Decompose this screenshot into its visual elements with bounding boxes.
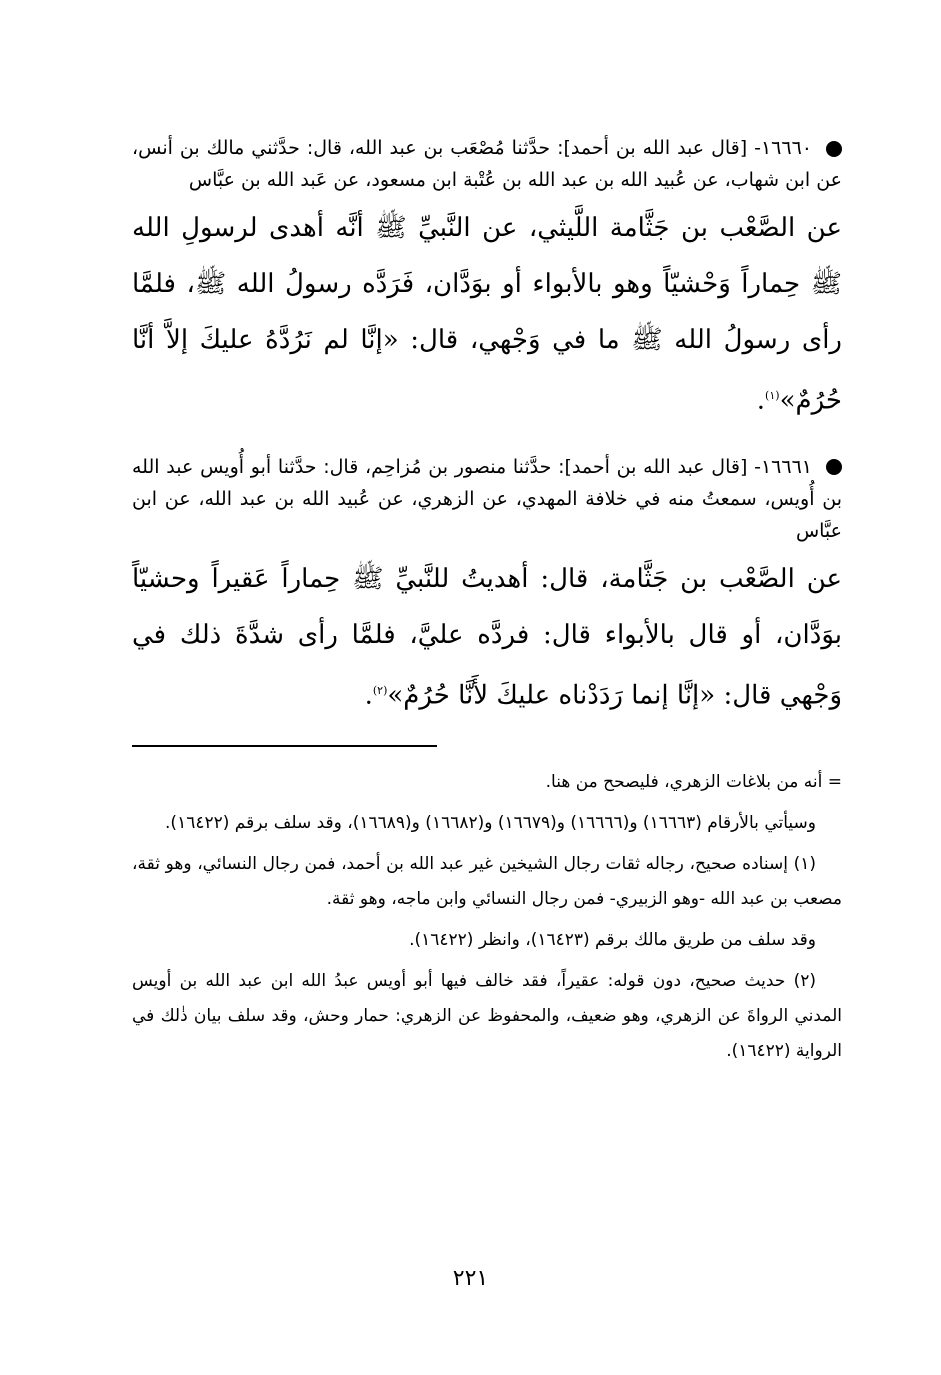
isnad-text: ١٦٦٦٠- [قال عبد الله بن أحمد]: حدَّثنا مُصْعَب بن عبد الله، قال: حدَّثني مالك بن أنس، عن ابن شهاب، عن عُبيد الله بن عبد الله بن عُتْبة ابن مسعود، عن عَبد الله بن عبَّاس (132, 137, 842, 191)
footnotes (132, 765, 842, 1069)
footnote-paragraph: وسيأتي بالأرقام (١٦٦٦٣) و(١٦٦٦٦) و(١٦٦٧٩) و(١٦٦٨٢) و(١٦٦٨٩)، وقد سلف برقم (١٦٤٢٢). (165, 813, 816, 834)
matn-text: عن الصَّعْب بن جَثَّامة اللَّيثي، عن النَّبيِّ ﷺ أنَّه أهدى لرسولِ الله ﷺ حِماراً وَحْشيّاً وهو بالأبواء أو بوَدَّان، فَرَدَّه رسولُ الله ﷺ، فلمَّا رأى رسولُ الله ﷺ ما في وَجْهي، قال: «إنَّا لم نَرُدَّهُ عليكَ إلاَّ أنَّا حُرُمٌ» (132, 213, 842, 416)
bullet-icon (826, 459, 842, 475)
hadith-entry-16660 (132, 132, 842, 429)
matn-text: عن الصَّعْب بن جَثَّامة، قال: أهديتُ للنَّبيِّ ﷺ حِماراً عَقيراً وحشيّاً بوَدَّان، أو قال بالأبواء قال: فردَّه عليَّ، فلمَّا رأى شدَّةَ ذلك في وَجْهي قال: «إنَّا إنما رَدَدْناه عليكَ لأَنَّا حُرُمٌ» (132, 563, 842, 711)
bullet-icon (826, 141, 842, 157)
matn-end: . (756, 385, 766, 416)
matn-end: . (364, 680, 373, 711)
footnote-marker: (١) (765, 389, 780, 402)
footnote-paragraph: وقد سلف من طريق مالك برقم (١٦٤٢٣)، وانظر (١٦٤٢٢). (409, 930, 816, 951)
footnote-2: (٢) حديث صحيح، دون قوله: عقيراً، فقد خالف فيها أبو أويس عبدُ الله ابن عبد الله بن أويس المدني الرواةَ عن الزهري، وهو ضعيف، والمحفوظ عن الزهري: حمار وحش، وقد سلف بيان ذٰلك في الرواية (١٦٤٢٢). (132, 971, 842, 1062)
matn-paragraph (132, 551, 842, 724)
page-number: ٢٢١ (452, 1266, 489, 1291)
isnad-paragraph (132, 132, 842, 196)
isnad-paragraph (132, 451, 842, 547)
isnad-text: ١٦٦٦١- [قال عبد الله بن أحمد]: حدَّثنا منصور بن مُزاحِم، قال: حدَّثنا أبو أُويس عبد الله بن أُويس، سمعتُ منه في خلافة المهدي، عن الزهري، عن عُبيد الله بن عبد الله، عن ابن عبَّاس (132, 455, 842, 542)
page-body (132, 132, 842, 1075)
footnote-separator (132, 745, 437, 747)
footnote-1: (١) إسناده صحيح، رجاله ثقات رجال الشيخين غير عبد الله بن أحمد، فمن رجال النسائي، وهو ثقة، مصعب بن عبد الله -وهو الزبيري- فمن رجال النسائي وابن ماجه، وهو ثقة. (132, 854, 842, 910)
hadith-entry-16661 (132, 451, 842, 724)
matn-paragraph (132, 200, 842, 429)
footnote-marker: (٢) (372, 683, 388, 697)
footnote-continuation: = أنه من بلاغات الزهري، فليصحح من هنا. (545, 772, 842, 793)
